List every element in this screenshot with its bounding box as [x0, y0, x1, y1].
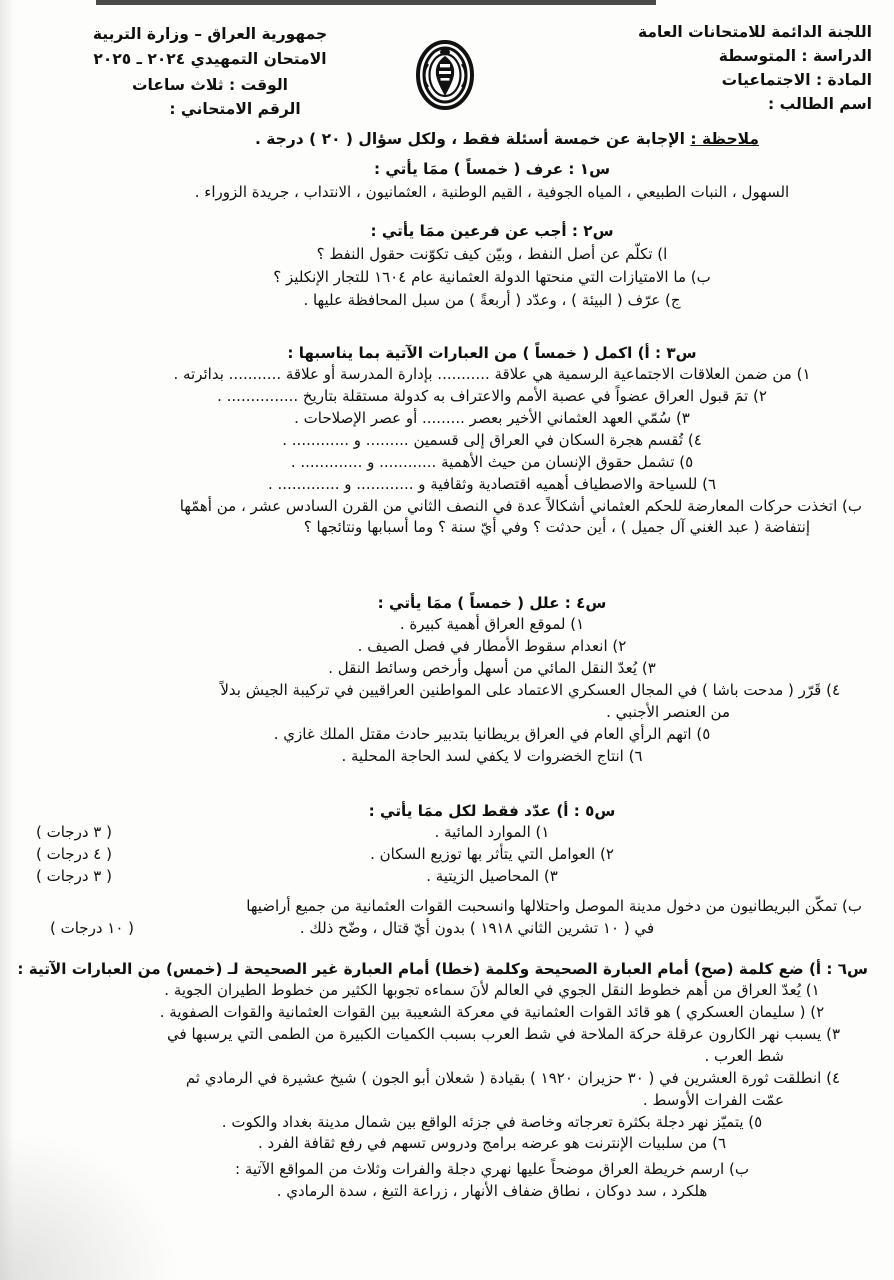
question-5-item-2: ٢) العوامل التي يتأثر بها توزيع السكان .: [370, 845, 614, 864]
question-6-item-1: ١) يُعدّ العراق من أهم خطوط النقل الجوي في العالم لأنَ سماءه تجوبها الكثير من خطوط الطيران الجوية .: [164, 981, 820, 1000]
student-name-label: اسم الطالب :: [768, 95, 872, 114]
exam-duration-line: الوقت : ثلاث ساعات: [131, 75, 288, 94]
question-3-part-b-line-2: إنتفاضة ( عبد الغني آل جميل ) ، أين حدثت ؟ وفي أيّ سنة ؟ وما أسبابها ونتائجها ؟: [303, 518, 810, 537]
question-6-head: س٦ : أ) ضع كلمة (صح) أمام العبارة الصحيحة وكلمة (خطا) أمام العبارة غير الصحيحة لـ (خمس) من العبارات الآتية :: [17, 960, 868, 978]
question-4-item-4-cont: من العنصر الأجنبي .: [606, 702, 730, 721]
question-4-head: س٤ : علل ( خمساً ) ممَا يأتي :: [377, 594, 607, 612]
question-5-part-b-mark: ( ١٠ درجات ): [50, 918, 135, 937]
exam-instructions-note: [0, 130, 894, 148]
question-5: [0, 800, 894, 940]
question-3-item-2: ٢) تمَ قبول العراق عضواً في عصبة الأمم والاعتراف به كدولة مستقلة بتاريخ ............... .: [217, 387, 767, 406]
question-2-head: س٢ : أجب عن فرعين ممَا يأتي :: [370, 222, 614, 240]
question-2-item-a: ا) تكلّم عن أصل النفط ، وبيّن كيف تكوّنت حقول النفط ؟: [316, 245, 668, 264]
question-6-item-4: ٤) انطلقت ثورة العشرين في ( ٣٠ حزيران ١٩٢٠ ) بقيادة ( شعلان أبو الجون ) شيخ عشيرة في الرمادي ثم: [185, 1068, 840, 1087]
question-6-item-4-cont: عمّت الفرات الأوسط .: [642, 1090, 784, 1109]
exam-header-left-block: [0, 22, 420, 97]
question-3: [0, 342, 894, 539]
question-5-item-2-mark: ( ٤ درجات ): [36, 845, 112, 864]
question-5-item-row-1: [14, 822, 880, 844]
question-4: [0, 592, 894, 767]
study-stage: الدراسة : المتوسطة: [718, 47, 872, 66]
question-1-head: س١ : عرف ( خمساً ) ممَا يأتي :: [373, 160, 611, 178]
question-3-item-4: ٤) تُقسم هجرة السكان في العراق إلى قسمين ......... و ............ .: [282, 430, 702, 449]
question-3-item-3: ٣) سُمّي العهد العثماني الأخير بعصر ......... أو عصر الإصلاحات .: [294, 408, 690, 427]
question-6-item-2: ٢) ( سليمان العسكري ) هو قائد القوات العثمانية في معركة الشعيبة بين القوات العثمانية والقوات الصفوية .: [159, 1003, 825, 1022]
exam-header: [0, 16, 894, 126]
question-5-part-b-line-1: ب) تمكّن البريطانيون من دخول مدينة الموصل واحتلالها وانسحبت القوات العثمانية من جميع أراضيها: [246, 896, 862, 915]
scan-artifact-top-bar: [96, 0, 656, 5]
question-4-item-1: ١) لموقع العراق أهمية كبيرة .: [399, 615, 585, 634]
ministry-line: جمهورية العراق – وزارة التربية: [92, 25, 328, 43]
question-5-item-1: ١) الموارد المائية .: [434, 823, 550, 842]
question-6: [0, 958, 894, 1203]
exam-session-line: الامتحان التمهيدي ٢٠٢٤ ـ ٢٠٢٥: [93, 49, 327, 68]
question-5-item-row-3: [14, 866, 880, 888]
exam-header-right-block: [638, 20, 872, 116]
question-5-part-b-row-2: [14, 918, 880, 940]
question-3-part-b-line-1: ب) اتخذت حركات المعارضة للحكم العثماني أشكالاً عدة في النصف الثاني من القرن السادس عشر ، من أهمّها: [179, 496, 862, 515]
question-6-item-3-cont: شط العرب .: [704, 1046, 784, 1065]
question-2-item-c: ج) عرّف ( البيئة ) ، وعدّد ( أربعةً ) من سبل المحافظة عليها .: [303, 290, 681, 309]
question-4-item-3: ٣) يُعدّ النقل المائي من أسهل وأرخص وسائط النقل .: [328, 658, 656, 677]
question-3-item-1: ١) من ضمن العلاقات الاجتماعية الرسمية هي علاقة ........... بإدارة المدرسة أو علاقة ........... بدائرته .: [173, 365, 811, 384]
question-3-item-5: ٥) تشمل حقوق الإنسان من حيث الأهمية ............ و ............. .: [290, 452, 694, 471]
question-3-head: س٣ : أ) اكمل ( خمساً ) من العبارات الآتية بما يناسبها :: [287, 344, 697, 362]
question-4-item-6: ٦) انتاج الخضروات لا يكفي لسد الحاجة المحلية .: [341, 746, 643, 765]
question-5-head: س٥ : أ) عدّد فقط لكل ممَا يأتي :: [368, 802, 616, 820]
question-2-item-b: ب) ما الامتيازات التي منحتها الدولة العثمانية عام ١٦٠٤ للتجار الإنكليز ؟: [273, 267, 711, 286]
question-5-item-1-mark: ( ٣ درجات ): [36, 823, 112, 842]
question-4-item-2: ٢) انعدام سقوط الأمطار في فصل الصيف .: [357, 637, 627, 656]
question-6-item-3: ٣) يسبب نهر الكارون عرقلة حركة الملاحة في شط العرب بسبب الكميات الكبيرة من الطمى التي يرسبها في: [167, 1024, 840, 1043]
question-3-item-6: ٦) للسياحة والاصطياف أهميه اقتصادية وثقافية و ............ و ............. .: [267, 474, 716, 493]
question-5-item-row-2: [14, 844, 880, 866]
question-6-item-6: ٦) من سلبيات الإنترنت هو عرضه برامج ودروس تسهم في رفع ثقافة الفرد .: [257, 1134, 727, 1153]
question-4-item-4: ٤) قَرّر ( مدحت باشا ) في المجال العسكري الاعتماد على المواطنين العراقيين في تركيبة الجيش بدلاً: [220, 680, 840, 699]
note-label: ملاحظة :: [690, 130, 759, 148]
question-5-item-3: ٣) المحاصيل الزيتية .: [426, 866, 558, 885]
question-6-part-b-line-2: هلكرد ، سد دوكان ، نطاق ضفاف الأنهار ، زراعة التبغ ، سدة الرمادي .: [276, 1182, 708, 1201]
question-1-terms: السهول ، النبات الطبيعي ، المياه الجوفية ، القيم الوطنية ، العثمانيون ، الانتداب ، جريدة الزوراء .: [194, 183, 790, 202]
question-6-item-5: ٥) يتميّز نهر دجلة بكثرة تعرجاته وخاصة في جزئه الواقع بين شمال مدينة بغداد والكوت .: [221, 1112, 763, 1131]
question-2: [0, 220, 894, 311]
question-6-part-b-line-1: ب) ارسم خريطة العراق موضحاً عليها نهري دجلة والفرات وثلاث من المواقع الآتية :: [235, 1160, 749, 1179]
question-1: [0, 158, 894, 204]
committee-name: اللجنة الدائمة للامتحانات العامة: [638, 23, 872, 41]
question-5-part-b-line-2: في ( ١٠ تشرين الثاني ١٩١٨ ) بدون أيّ قتال ، وضّح ذلك .: [299, 918, 655, 937]
question-5-item-3-mark: ( ٣ درجات ): [36, 866, 112, 885]
subject-name: المادة : الاجتماعيات: [721, 71, 872, 90]
question-4-item-5: ٥) اتهم الرأي العام في العراق بريطانيا بتدبير حادث مقتل الملك غازي .: [273, 724, 711, 743]
exam-number-label: الرقم الامتحاني :: [169, 100, 301, 118]
note-text: الإجابة عن خمسة أسئلة فقط ، ولكل سؤال ( ٢٠ ) درجة .: [255, 130, 685, 148]
